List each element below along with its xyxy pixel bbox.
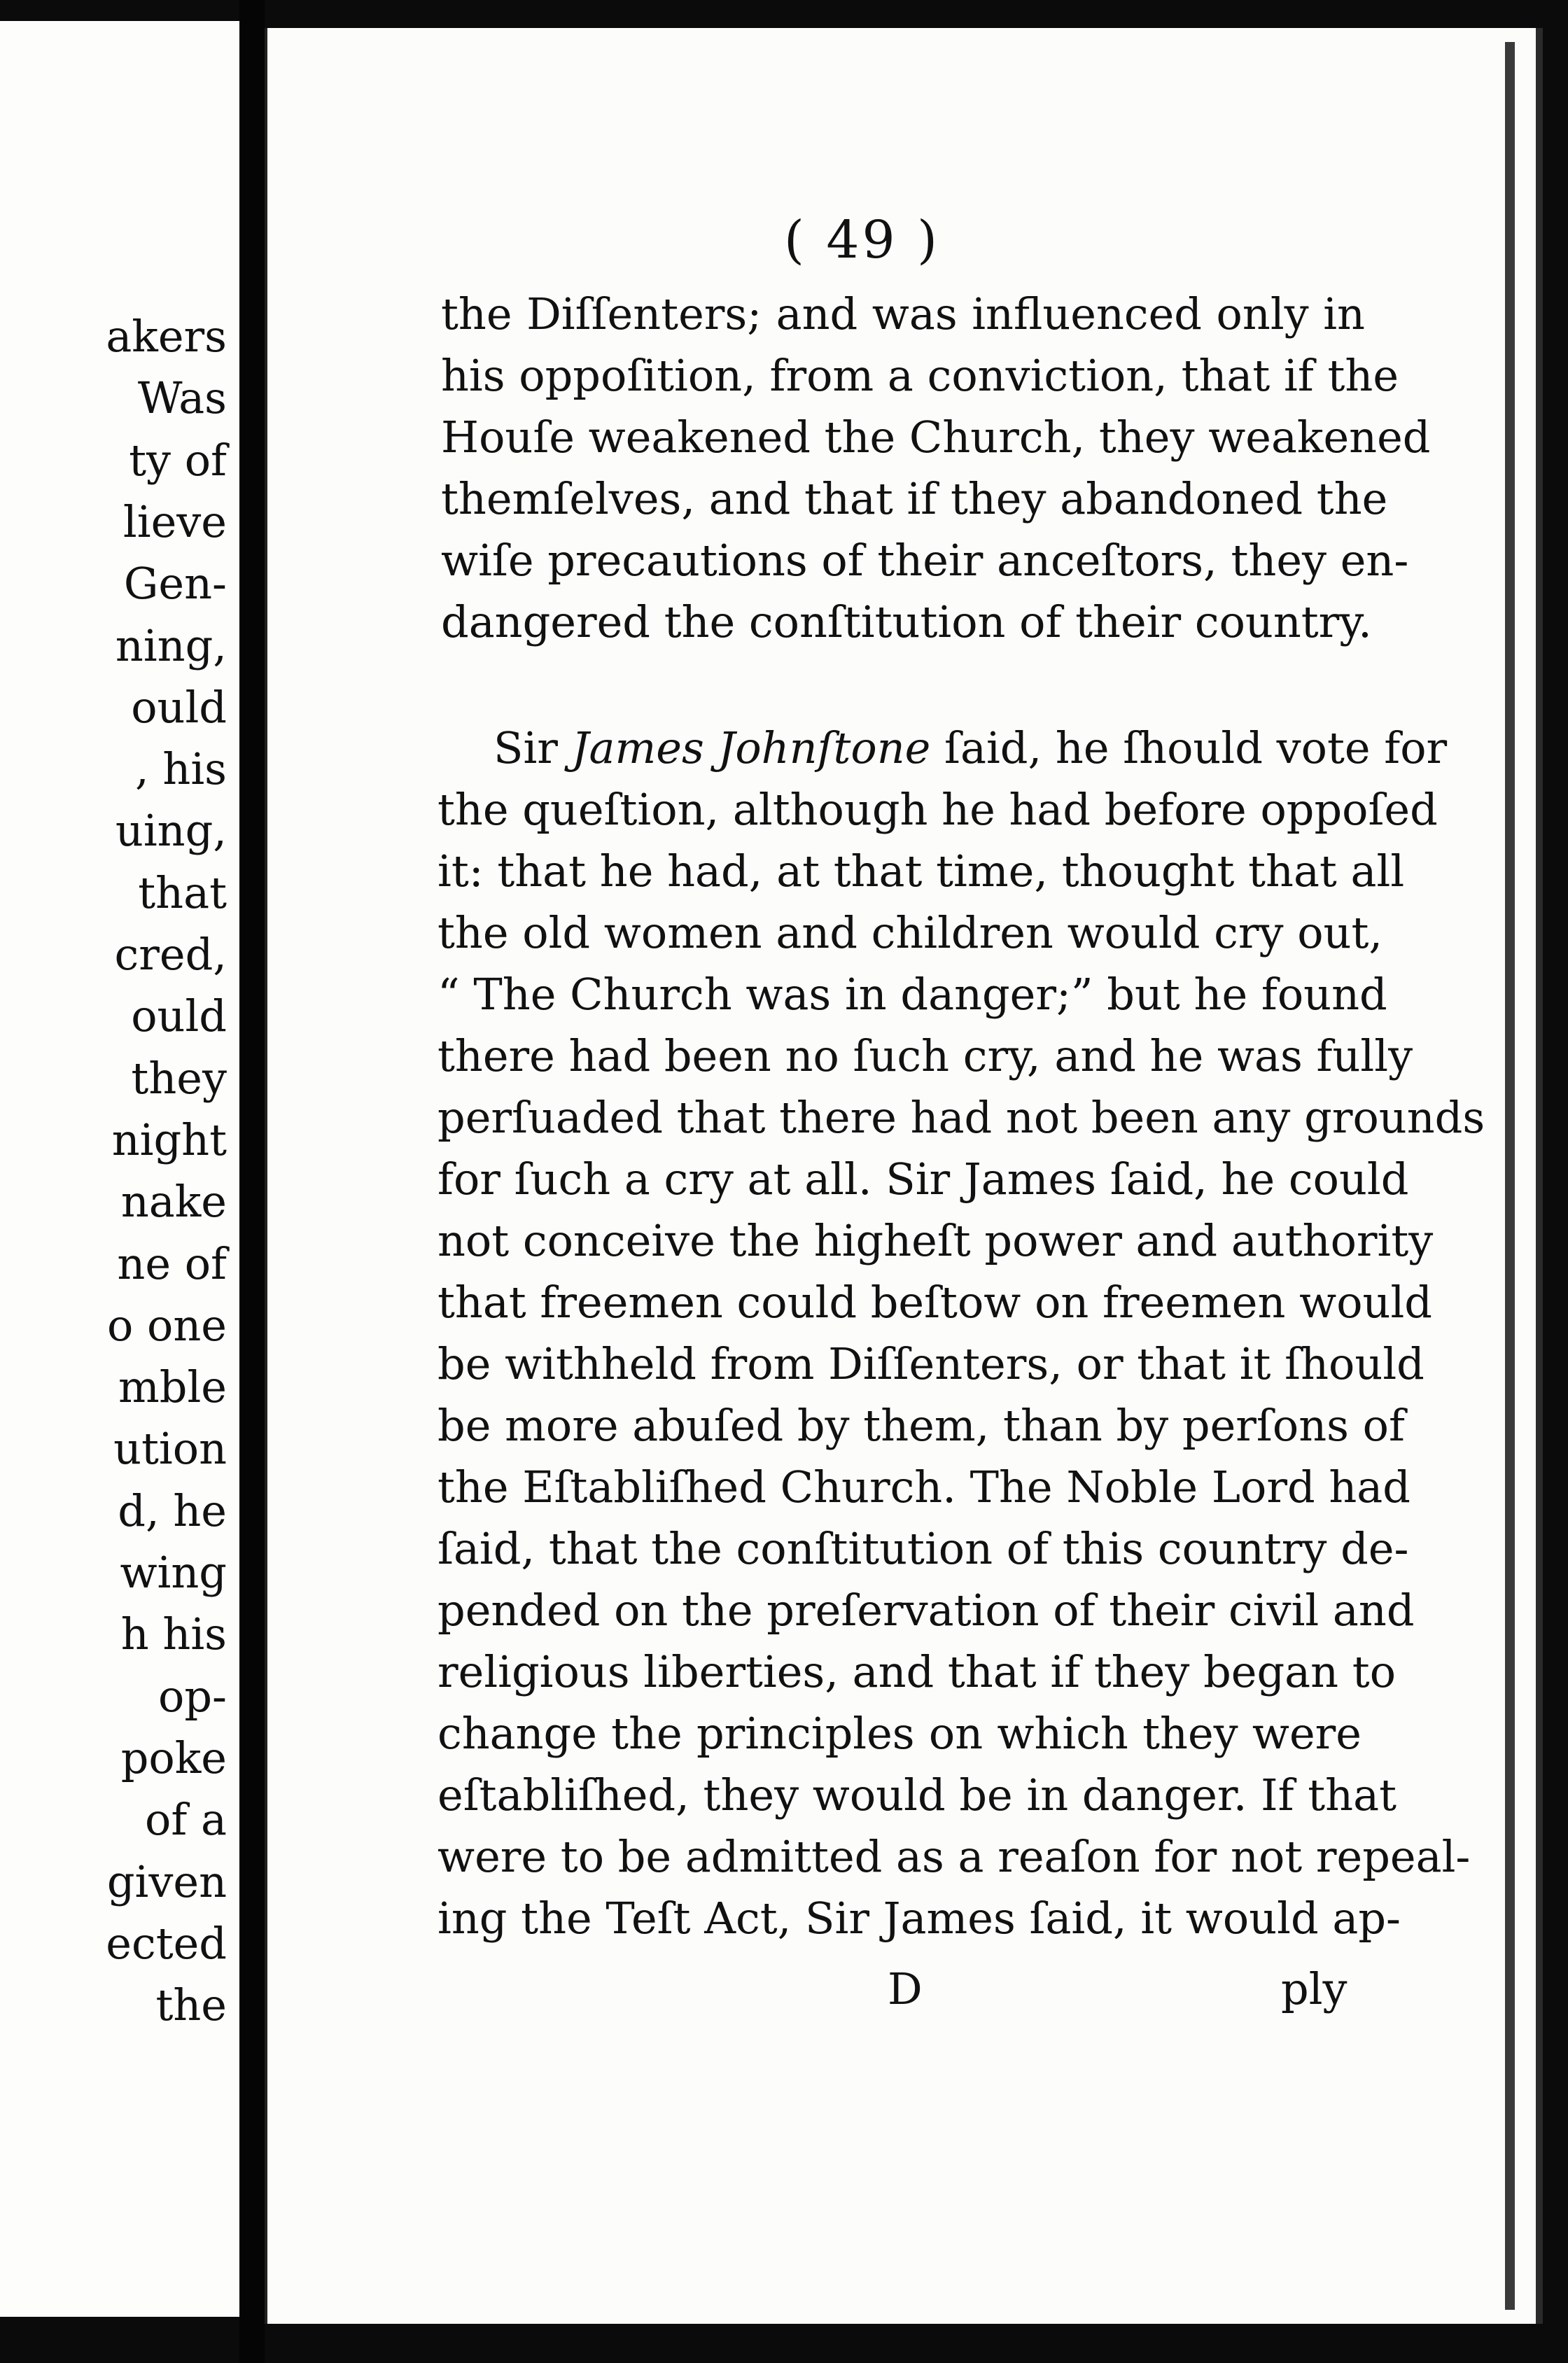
signature-mark: D bbox=[888, 1963, 923, 2014]
left-page-line: ution bbox=[113, 1423, 227, 1475]
left-page-line: lieve bbox=[122, 496, 227, 547]
text-line: change the principles on which they were bbox=[438, 1708, 1362, 1759]
left-page-fragment bbox=[0, 21, 244, 2317]
text-line: be withheld from Diſſenters, or that it ſhould bbox=[438, 1338, 1424, 1389]
left-page-line: nake bbox=[120, 1176, 227, 1228]
text-line: the queſtion, although he had before oppoſed bbox=[438, 784, 1438, 835]
left-page-line: ould bbox=[131, 990, 227, 1042]
left-page-line: that bbox=[138, 867, 227, 918]
left-page-line: o one bbox=[107, 1299, 227, 1351]
left-page-line: h his bbox=[120, 1608, 227, 1660]
left-page-line: Was bbox=[137, 372, 227, 424]
left-page-line: night bbox=[111, 1114, 227, 1165]
left-page-line: d, he bbox=[118, 1485, 227, 1536]
text-line: his oppoſition, from a conviction, that if the bbox=[441, 350, 1399, 401]
left-page-line: akers bbox=[106, 311, 227, 362]
text-line: the Diſſenters; and was influenced only in bbox=[441, 288, 1365, 339]
text-line: pended on the preſervation of their civil and bbox=[438, 1585, 1415, 1636]
text-line: eſtabliſhed, they would be in danger. If that bbox=[438, 1769, 1396, 1821]
left-page-line: the bbox=[155, 1979, 227, 2031]
text-line: for ſuch a cry at all. Sir James ſaid, he could bbox=[438, 1154, 1409, 1205]
text-line: there had been no ſuch cry, and he was fully bbox=[438, 1030, 1413, 1081]
left-page-line: cred, bbox=[114, 929, 227, 980]
text-line: ing the Teſt Act, Sir James ſaid, it would ap- bbox=[438, 1893, 1401, 1944]
left-page-line: of a bbox=[145, 1794, 227, 1846]
left-page-line: mble bbox=[118, 1361, 227, 1413]
text-line: Houſe weakened the Church, they weakened bbox=[441, 412, 1431, 463]
text-line: that freemen could beſtow on freemen would bbox=[438, 1277, 1432, 1328]
text-line: were to be admitted as a reaſon for not repeal- bbox=[438, 1831, 1471, 1882]
text-line: be more abuſed by them, than by perſons of bbox=[438, 1400, 1405, 1451]
left-page-line: , his bbox=[135, 743, 227, 795]
left-page-line: ning, bbox=[115, 619, 227, 671]
page-number: ( 49 ) bbox=[784, 210, 940, 270]
left-page-line: ty of bbox=[129, 434, 227, 486]
left-page-line: ne of bbox=[117, 1237, 227, 1289]
left-page-line: wing bbox=[120, 1547, 227, 1598]
left-page-line: ould bbox=[131, 681, 227, 733]
name-italic: James Johnſtone bbox=[571, 722, 931, 773]
left-page-line: ected bbox=[106, 1917, 227, 1969]
left-page-line: uing, bbox=[115, 805, 227, 857]
text-line: it: that he had, at that time, thought that all bbox=[438, 846, 1405, 897]
left-page-line: poke bbox=[120, 1732, 227, 1783]
left-page-line: Gen- bbox=[123, 558, 227, 610]
text-line: themſelves, and that if they abandoned the bbox=[441, 473, 1388, 524]
catchword: ply bbox=[1281, 1963, 1348, 2014]
left-page-line: they bbox=[131, 1052, 227, 1104]
left-page-line: op- bbox=[158, 1670, 227, 1722]
text-line: dangered the conſtitution of their country. bbox=[441, 596, 1372, 647]
text-line: not conceive the higheſt power and authority bbox=[438, 1215, 1434, 1266]
page-edge-shadow bbox=[1505, 42, 1515, 2310]
text-line: the Eſtabliſhed Church. The Noble Lord had bbox=[438, 1461, 1410, 1513]
text-line: perſuaded that there had not been any grounds bbox=[438, 1092, 1485, 1143]
book-gutter bbox=[239, 0, 265, 2363]
text-line-sir-james: Sir James Johnſtone ſaid, he ſhould vote for bbox=[493, 722, 1448, 773]
left-page-line: given bbox=[106, 1856, 227, 1907]
text-line: ſaid, that the conſtitution of this country de- bbox=[438, 1523, 1409, 1574]
text-line: religious liberties, and that if they began to bbox=[438, 1646, 1396, 1697]
text-line: wiſe precautions of their anceſtors, they en- bbox=[441, 535, 1409, 586]
text-line: the old women and children would cry out, bbox=[438, 907, 1383, 958]
text-line: “ The Church was in danger;” but he found bbox=[438, 969, 1387, 1020]
